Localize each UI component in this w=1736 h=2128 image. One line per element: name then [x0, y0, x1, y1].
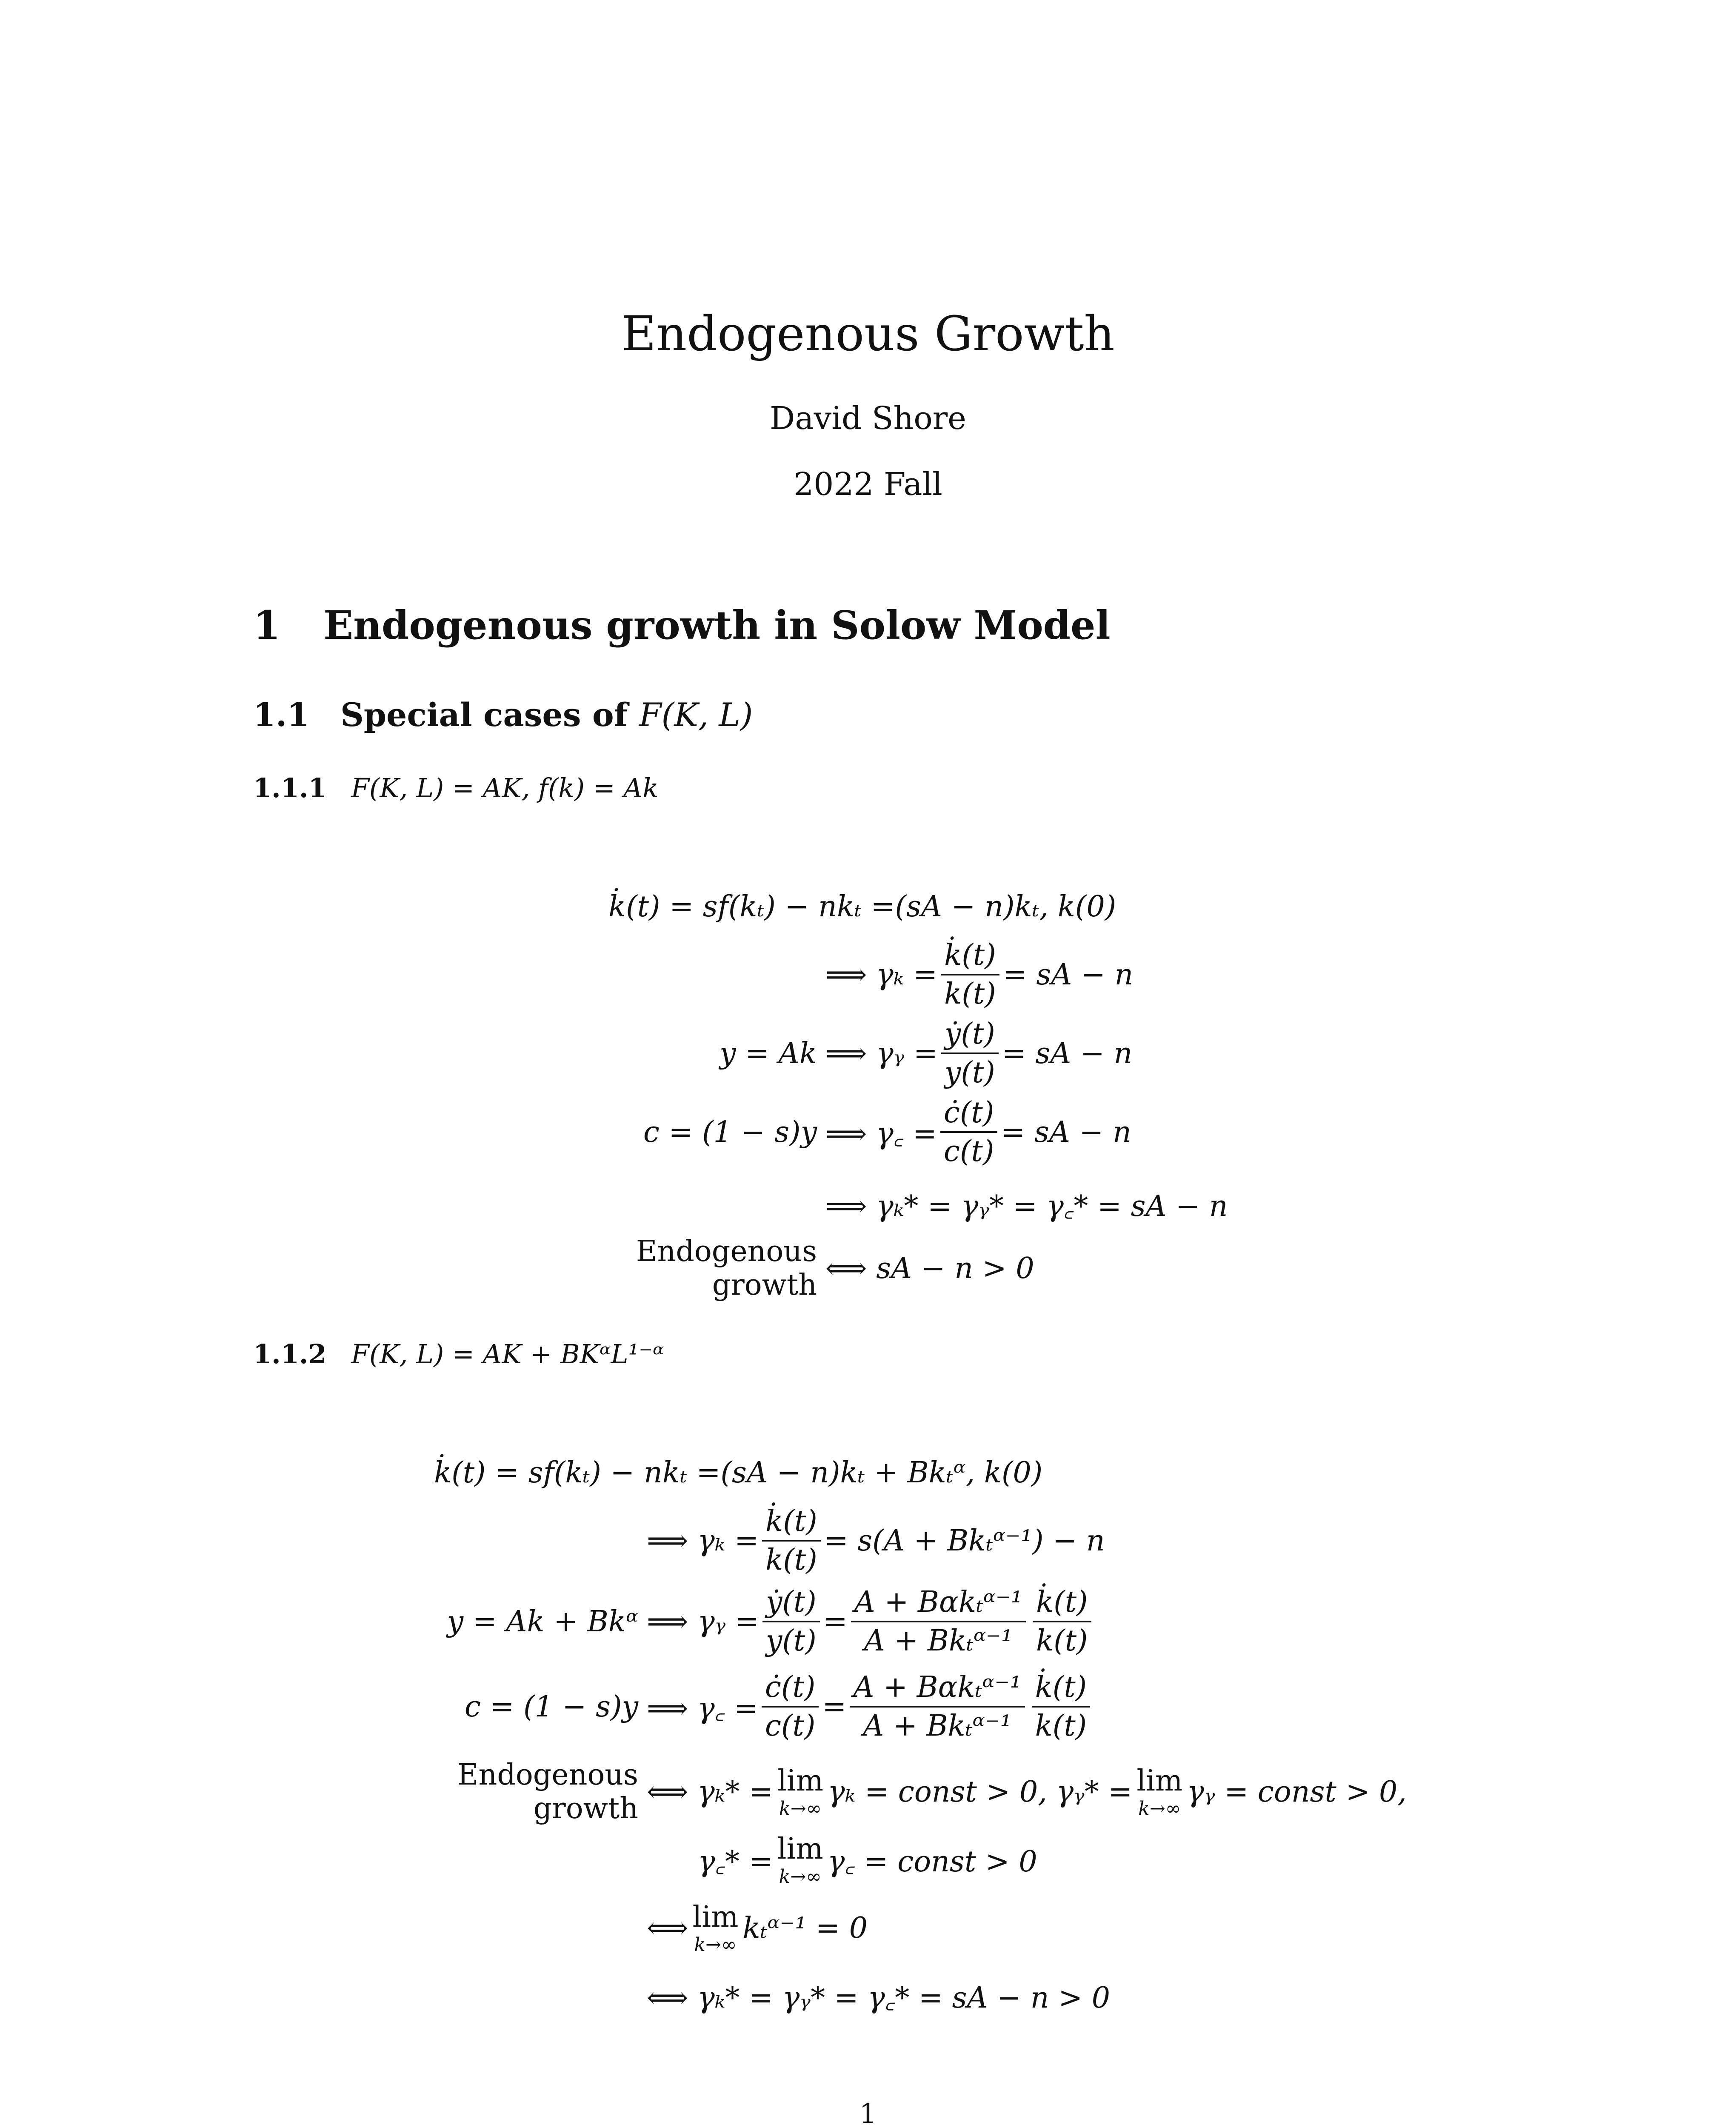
- subsection-number: 1.1: [253, 696, 310, 734]
- eq1-row2: ⟹ γₖ = $\frac{k̇(t)}{k(t)}$ = sA − n: [825, 938, 1134, 1011]
- section-number: 1: [253, 602, 281, 648]
- subsubsection-1-number: 1.1.1: [253, 772, 327, 804]
- paper-title: Endogenous Growth: [621, 306, 1115, 362]
- eq2-row4: c = (1 − s)y ⟹ γ꜀ = $\frac{ċ(t)}{c(t)}$ = $\frac{\text{A + Bαkₜᵅ⁻¹}}{\text{A + Bkₜᵅ⁻¹}}$ $\frac{k̇(t)}{k(t)}$: [374, 1673, 1566, 1741]
- subsubsection-2-math: F(K, L) = AK + BKᵅL¹⁻ᵅ: [351, 1339, 664, 1370]
- subsubsection-1-heading: [253, 772, 659, 804]
- eq1-row1: k̇(t) = sf(kₜ) − nkₜ =(sA − n)kₜ, k(0): [608, 890, 1116, 924]
- eq2-row3: y = Ak + Bkᵅ ⟹ γᵧ = $\frac{\text{ẏ(t)}}{y(t)}$ = $\frac{\text{A + Bαkₜᵅ⁻¹}}{\text{A + Bkₜᵅ⁻¹}}$ $\frac{k̇(t)}{k(t)}$: [374, 1587, 1566, 1656]
- section-title: Endogenous growth in Solow Model: [323, 602, 1111, 648]
- watermark: [1230, 2124, 1736, 2128]
- subsection-heading: [253, 696, 753, 734]
- eq2-row8: ⟺ γₖ* = γᵧ* = γ꜀* = sA − n > 0: [647, 1981, 1111, 2015]
- eq1-row5: ⟹ γₖ* = γᵧ* = γ꜀* = sA − n: [825, 1189, 1228, 1223]
- eq1-row6: Endogenous growth ⟺ sA − n > 0: [636, 1235, 1034, 1302]
- eq2-row7: ⟺ lim k→∞ kₜᵅ⁻¹ = 0: [647, 1900, 868, 1956]
- eq1-row4: c = (1 − s)y ⟹ γ꜀ = $\frac{ċ(t)}{c(t)}$ = sA − n: [643, 1096, 1131, 1168]
- eq2-row2: ⟹ γₖ = $\frac{k̇(t)}{k(t)}$ = s(A + Bkₜᵅ⁻¹) − n: [647, 1504, 1105, 1577]
- section-heading: [253, 602, 1111, 648]
- eq2-row5: Endogenous growth ⟺ γₖ* = lim k→∞ γₖ = const > 0, γᵧ* = lim k→∞ γᵧ = const > 0,: [457, 1758, 1407, 1825]
- subsubsection-2-number: 1.1.2: [253, 1339, 327, 1370]
- paper-date: 2022 Fall: [794, 466, 942, 503]
- subsection-math: F(K, L): [639, 696, 753, 734]
- eq1-row3: y = Ak ⟹ γᵧ = $\frac{\text{ẏ(t)}}{y(t)}$ = sA − n: [720, 1017, 1133, 1090]
- subsubsection-2-heading: [253, 1339, 664, 1370]
- page-number: 1: [859, 2098, 877, 2128]
- eq2-row6: γ꜀* = lim k→∞ γ꜀ = const > 0: [698, 1832, 1037, 1888]
- subsubsection-1-math: F(K, L) = AK, f(k) = Ak: [351, 772, 659, 804]
- eq2-row1: k̇(t) = sf(kₜ) − nkₜ =(sA − n)kₜ + Bkₜᵅ, k(0): [434, 1456, 1043, 1490]
- author-name: David Shore: [770, 400, 966, 437]
- subsection-title: Special cases of: [340, 696, 628, 734]
